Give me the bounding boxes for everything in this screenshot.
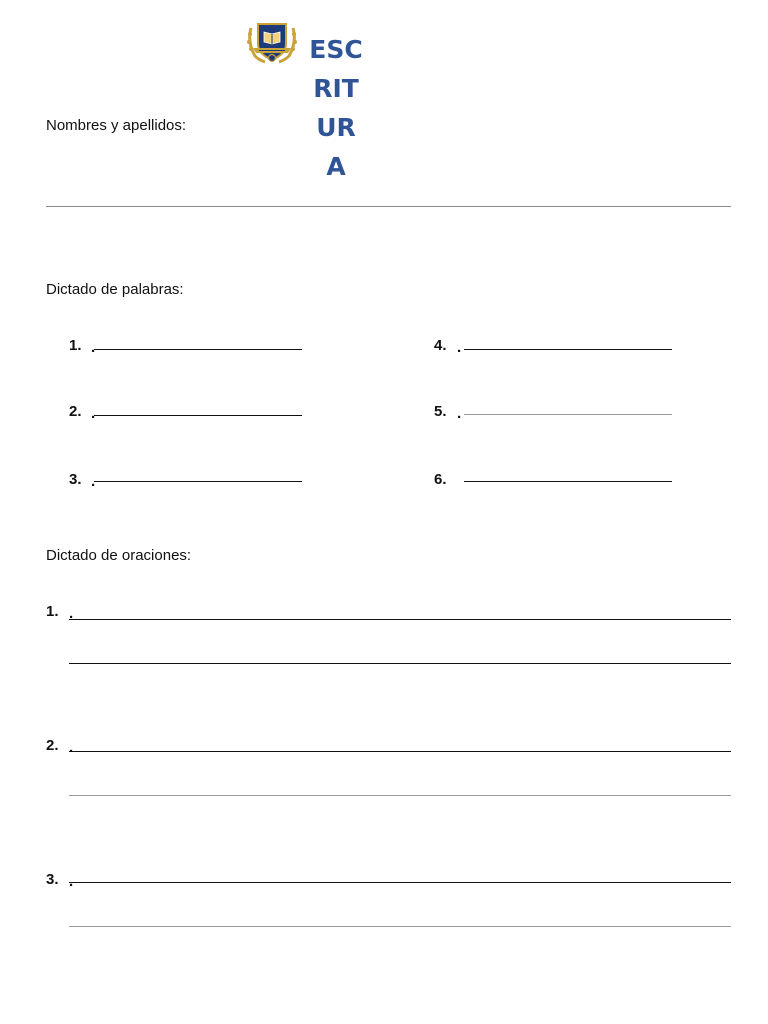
worksheet-title xyxy=(302,30,370,186)
sentence-dictation-heading: Dictado de oraciones: xyxy=(46,547,192,564)
sentence-item-number: 1. xyxy=(46,603,59,620)
sentence-answer-line-1a[interactable] xyxy=(69,619,731,620)
word-item-dot: . xyxy=(91,339,96,356)
word-item-dot: . xyxy=(457,405,462,422)
word-item-dot: . xyxy=(91,473,96,490)
sentence-item-dot: . xyxy=(69,605,74,622)
word-item-dot: . xyxy=(457,339,462,356)
word-answer-line-2[interactable] xyxy=(94,415,302,416)
word-item-number: 5. xyxy=(434,403,447,420)
word-item-number: 2. xyxy=(69,403,82,420)
school-crest-logo xyxy=(245,18,299,66)
sentence-item-number: 3. xyxy=(46,871,59,888)
title-line: UR xyxy=(316,113,356,142)
word-answer-line-4[interactable] xyxy=(464,349,672,350)
sentence-answer-line-1b[interactable] xyxy=(69,663,731,664)
sentence-item-dot: . xyxy=(69,739,74,756)
word-item-number: 1. xyxy=(69,337,82,354)
word-item-number: 3. xyxy=(69,471,82,488)
name-label: Nombres y apellidos: xyxy=(46,117,187,134)
sentence-item-dot: . xyxy=(69,873,74,890)
sentence-answer-line-3b[interactable] xyxy=(69,926,731,927)
title-line: A xyxy=(326,152,346,181)
sentence-answer-line-3a[interactable] xyxy=(69,882,731,883)
sentence-item-number: 2. xyxy=(46,737,59,754)
word-answer-line-1[interactable] xyxy=(94,349,302,350)
word-answer-line-3[interactable] xyxy=(94,481,302,482)
word-item-number: 4. xyxy=(434,337,447,354)
name-answer-line[interactable] xyxy=(46,206,731,207)
title-line: ESC xyxy=(309,35,363,64)
sentence-answer-line-2b[interactable] xyxy=(69,795,731,796)
word-item-dot: . xyxy=(91,405,96,422)
word-dictation-heading: Dictado de palabras: xyxy=(46,281,184,298)
sentence-answer-line-2a[interactable] xyxy=(69,751,731,752)
word-answer-line-5[interactable] xyxy=(464,414,672,415)
word-answer-line-6[interactable] xyxy=(464,481,672,482)
word-item-number: 6. xyxy=(434,471,447,488)
title-line: RIT xyxy=(313,74,359,103)
